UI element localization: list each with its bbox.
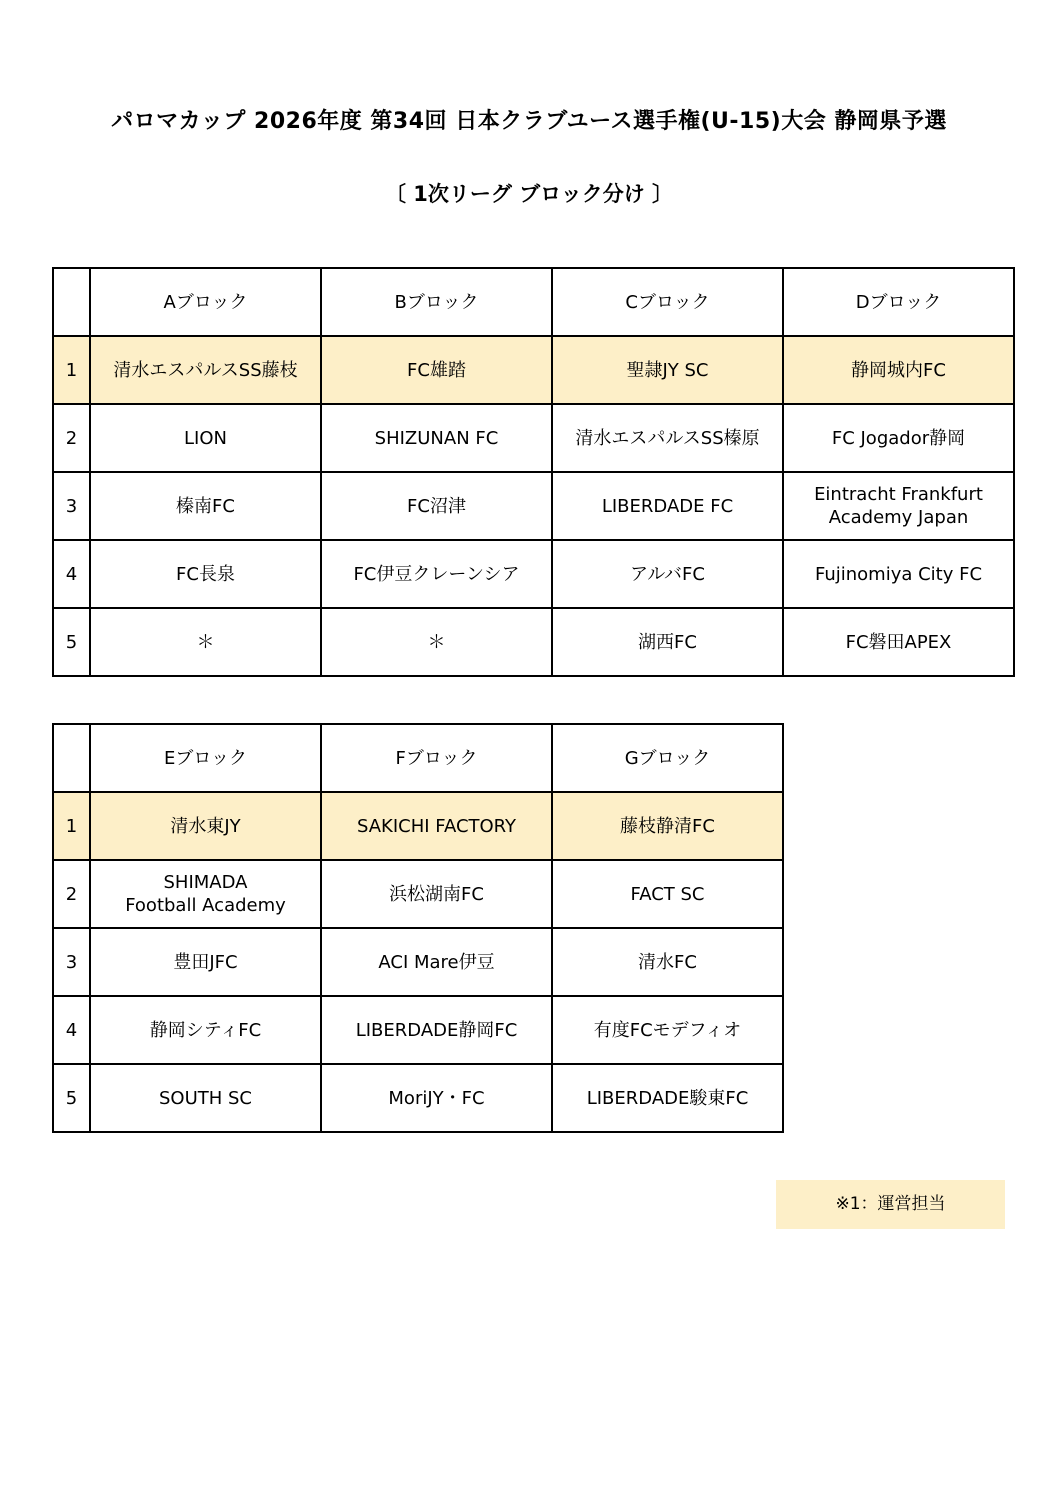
team-name: LIBERDADE FC (601, 495, 734, 517)
team-cell (321, 540, 552, 608)
team-name: 清水エスパルスSS榛原 (575, 427, 760, 449)
table-row (53, 472, 1014, 540)
team-name: FC雄踏 (407, 359, 466, 381)
team-name: LIBERDADE静岡FC (355, 1019, 518, 1041)
team-name: 藤枝静清FC (620, 815, 715, 837)
block-header: Fブロック (321, 724, 552, 792)
table-row (53, 860, 783, 928)
team-cell (321, 860, 552, 928)
row-number: 5 (53, 1064, 90, 1132)
team-cell (90, 860, 321, 928)
team-name: 豊田JFC (173, 951, 238, 973)
team-name: 静岡シティFC (149, 1019, 262, 1041)
team-name: 清水東JY (170, 815, 241, 837)
team-name: Football Academy (125, 895, 286, 916)
team-cell (90, 336, 321, 404)
team-cell (321, 608, 552, 676)
team-name: Eintracht Frankfurt (814, 484, 983, 505)
team-cell (552, 860, 783, 928)
block-table-1 (52, 267, 1015, 677)
row-number: 3 (53, 928, 90, 996)
team-name: FC長泉 (176, 563, 235, 585)
team-cell (552, 540, 783, 608)
team-cell (90, 996, 321, 1064)
team-cell (783, 472, 1014, 540)
team-cell (90, 472, 321, 540)
team-name: ＊ (427, 631, 446, 653)
team-name: Fujinomiya City FC (814, 563, 983, 585)
team-name: FC磐田APEX (845, 631, 952, 653)
team-cell (552, 472, 783, 540)
team-name: 浜松湖南FC (389, 883, 484, 905)
team-name: SHIMADA (163, 872, 248, 893)
team-cell (90, 928, 321, 996)
team-cell (321, 996, 552, 1064)
team-name: FC伊豆クレーンシア (353, 563, 520, 585)
team-cell (552, 1064, 783, 1132)
team-cell (90, 404, 321, 472)
team-name: 清水エスパルスSS藤枝 (113, 359, 298, 381)
block-header: Bブロック (321, 268, 552, 336)
table-row (53, 1064, 783, 1132)
row-number: 1 (53, 336, 90, 404)
team-name: FC Jogador静岡 (831, 427, 966, 449)
table-row (53, 928, 783, 996)
team-name: SHIZUNAN FC (374, 427, 499, 449)
team-cell (321, 472, 552, 540)
block-header: Cブロック (552, 268, 783, 336)
team-name: ACI Mare伊豆 (378, 951, 495, 973)
team-cell (90, 608, 321, 676)
team-cell (552, 404, 783, 472)
block-header: Eブロック (90, 724, 321, 792)
team-cell (783, 336, 1014, 404)
team-name: 有度FCモデフィオ (593, 1019, 742, 1041)
team-cell (552, 792, 783, 860)
row-number: 4 (53, 996, 90, 1064)
corner-cell (53, 268, 90, 336)
row-number: 4 (53, 540, 90, 608)
row-number: 2 (53, 404, 90, 472)
team-cell (552, 996, 783, 1064)
table-row (53, 404, 1014, 472)
header-row (53, 268, 1014, 336)
row-number: 2 (53, 860, 90, 928)
team-cell (552, 928, 783, 996)
team-name: SAKICHI FACTORY (356, 815, 517, 837)
block-header: Aブロック (90, 268, 321, 336)
block-header: Gブロック (552, 724, 783, 792)
team-cell (552, 608, 783, 676)
team-cell (321, 1064, 552, 1132)
team-name: 湖西FC (638, 631, 697, 653)
page-subtitle: 〔 1次リーグ ブロック分け 〕 (384, 182, 674, 206)
team-name: LIBERDADE駿東FC (586, 1087, 749, 1109)
team-cell (90, 1064, 321, 1132)
row-number: 5 (53, 608, 90, 676)
corner-cell (53, 724, 90, 792)
page-title: パロマカップ 2026年度 第34回 日本クラブユース選手権(U-15)大会 静岡県予選 (111, 109, 947, 134)
team-name: Academy Japan (828, 507, 969, 528)
team-name: ＊ (196, 631, 215, 653)
team-name: 静岡城内FC (851, 359, 946, 381)
team-cell (552, 336, 783, 404)
note-box: ※1：運営担当 (776, 1180, 1005, 1229)
team-name: LION (184, 427, 227, 449)
team-name: SOUTH SC (158, 1087, 252, 1109)
team-cell (321, 792, 552, 860)
team-cell (783, 540, 1014, 608)
row-number: 1 (53, 792, 90, 860)
table-row (53, 996, 783, 1064)
block-header: Dブロック (783, 268, 1014, 336)
team-name: 清水FC (638, 951, 697, 973)
team-cell (783, 404, 1014, 472)
team-name: アルバFC (630, 563, 705, 585)
team-name: FC沼津 (407, 495, 466, 517)
team-cell (321, 928, 552, 996)
team-name: 榛南FC (176, 495, 235, 517)
team-cell (90, 540, 321, 608)
team-name: FACT SC (630, 883, 705, 905)
team-cell (321, 336, 552, 404)
team-name: 聖隷JY SC (626, 359, 709, 381)
table-row (53, 336, 1014, 404)
header-row (53, 724, 783, 792)
row-number: 3 (53, 472, 90, 540)
table-row (53, 540, 1014, 608)
team-name: MoriJY・FC (388, 1087, 485, 1109)
table-row (53, 608, 1014, 676)
team-cell (90, 792, 321, 860)
block-table-2 (52, 723, 784, 1133)
team-cell (783, 608, 1014, 676)
team-cell (321, 404, 552, 472)
table-row (53, 792, 783, 860)
